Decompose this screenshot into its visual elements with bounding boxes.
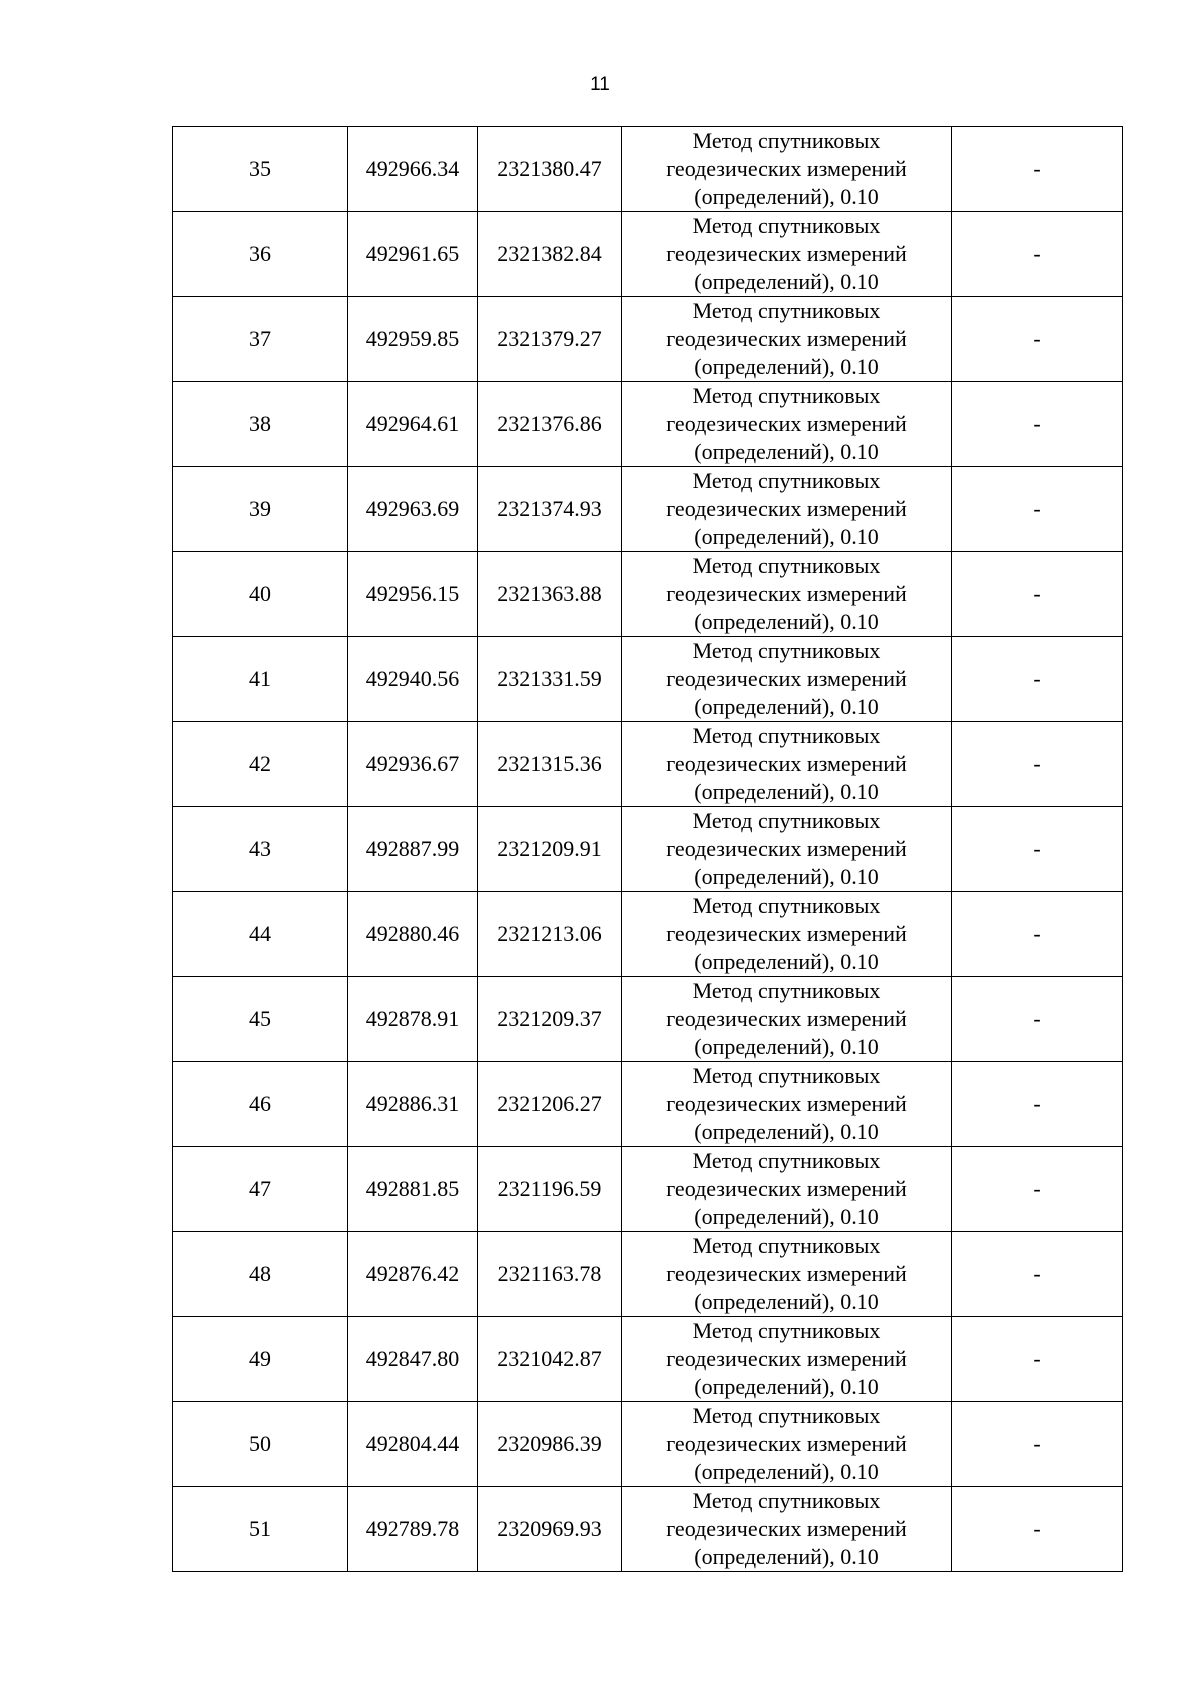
x-coordinate-cell: 492956.15 <box>348 552 478 637</box>
method-text-line: геодезических измерений <box>666 751 907 776</box>
note-cell: - <box>952 1402 1123 1487</box>
method-text-line: Метод спутниковых <box>692 468 881 493</box>
method-text-line: (определений), 0.10 <box>694 779 879 804</box>
method-text-line: Метод спутниковых <box>692 1488 881 1513</box>
method-text-line: геодезических измерений <box>666 1261 907 1286</box>
x-coordinate-cell: 492887.99 <box>348 807 478 892</box>
y-coordinate-cell: 2321213.06 <box>478 892 622 977</box>
method-cell <box>622 127 952 212</box>
method-cell <box>622 1232 952 1317</box>
method-text-line: Метод спутниковых <box>692 893 881 918</box>
method-text-line: геодезических измерений <box>666 1346 907 1371</box>
point-number-cell: 49 <box>173 1317 348 1402</box>
method-text-line: Метод спутниковых <box>692 1233 881 1258</box>
method-text-line: (определений), 0.10 <box>694 609 879 634</box>
method-text-line: (определений), 0.10 <box>694 524 879 549</box>
x-coordinate-cell: 492804.44 <box>348 1402 478 1487</box>
method-text-line: геодезических измерений <box>666 411 907 436</box>
method-text-line: (определений), 0.10 <box>694 439 879 464</box>
method-cell <box>622 212 952 297</box>
method-text-line: (определений), 0.10 <box>694 1204 879 1229</box>
note-cell: - <box>952 382 1123 467</box>
method-text-line: геодезических измерений <box>666 836 907 861</box>
note-cell: - <box>952 1062 1123 1147</box>
method-cell <box>622 1062 952 1147</box>
method-text-line: (определений), 0.10 <box>694 864 879 889</box>
method-text-line: геодезических измерений <box>666 156 907 181</box>
method-text-line: Метод спутниковых <box>692 638 881 663</box>
y-coordinate-cell: 2321382.84 <box>478 212 622 297</box>
page-number: 11 <box>590 74 610 95</box>
method-text-line: (определений), 0.10 <box>694 1119 879 1144</box>
point-number-cell: 40 <box>173 552 348 637</box>
y-coordinate-cell: 2321209.91 <box>478 807 622 892</box>
method-text-line: (определений), 0.10 <box>694 694 879 719</box>
note-cell: - <box>952 977 1123 1062</box>
point-number-cell: 48 <box>173 1232 348 1317</box>
x-coordinate-cell: 492936.67 <box>348 722 478 807</box>
method-text-line: (определений), 0.10 <box>694 1374 879 1399</box>
table-row <box>173 1232 1123 1317</box>
x-coordinate-cell: 492847.80 <box>348 1317 478 1402</box>
note-cell: - <box>952 212 1123 297</box>
y-coordinate-cell: 2321376.86 <box>478 382 622 467</box>
method-cell <box>622 1147 952 1232</box>
table-row <box>173 722 1123 807</box>
method-text-line: Метод спутниковых <box>692 1403 881 1428</box>
point-number-cell: 46 <box>173 1062 348 1147</box>
y-coordinate-cell: 2321379.27 <box>478 297 622 382</box>
note-cell: - <box>952 552 1123 637</box>
note-cell: - <box>952 807 1123 892</box>
point-number-cell: 51 <box>173 1487 348 1572</box>
method-text-line: геодезических измерений <box>666 921 907 946</box>
method-cell <box>622 1402 952 1487</box>
table-row <box>173 467 1123 552</box>
method-text-line: (определений), 0.10 <box>694 1289 879 1314</box>
method-text-line: геодезических измерений <box>666 1176 907 1201</box>
method-cell <box>622 892 952 977</box>
point-number-cell: 50 <box>173 1402 348 1487</box>
y-coordinate-cell: 2321163.78 <box>478 1232 622 1317</box>
x-coordinate-cell: 492966.34 <box>348 127 478 212</box>
table-row <box>173 807 1123 892</box>
method-text-line: (определений), 0.10 <box>694 1034 879 1059</box>
method-cell <box>622 637 952 722</box>
point-number-cell: 42 <box>173 722 348 807</box>
method-text-line: геодезических измерений <box>666 241 907 266</box>
point-number-cell: 41 <box>173 637 348 722</box>
point-number-cell: 47 <box>173 1147 348 1232</box>
method-cell <box>622 552 952 637</box>
method-text-line: геодезических измерений <box>666 496 907 521</box>
point-number-cell: 37 <box>173 297 348 382</box>
table-row <box>173 552 1123 637</box>
method-text-line: геодезических измерений <box>666 1091 907 1116</box>
x-coordinate-cell: 492963.69 <box>348 467 478 552</box>
note-cell: - <box>952 1147 1123 1232</box>
method-text-line: Метод спутниковых <box>692 298 881 323</box>
x-coordinate-cell: 492961.65 <box>348 212 478 297</box>
method-cell <box>622 467 952 552</box>
x-coordinate-cell: 492886.31 <box>348 1062 478 1147</box>
x-coordinate-cell: 492789.78 <box>348 1487 478 1572</box>
note-cell: - <box>952 467 1123 552</box>
method-text-line: геодезических измерений <box>666 581 907 606</box>
method-text-line: Метод спутниковых <box>692 383 881 408</box>
coordinates-table-body <box>173 127 1123 1572</box>
point-number-cell: 45 <box>173 977 348 1062</box>
method-text-line: (определений), 0.10 <box>694 269 879 294</box>
point-number-cell: 36 <box>173 212 348 297</box>
x-coordinate-cell: 492880.46 <box>348 892 478 977</box>
table-row <box>173 892 1123 977</box>
x-coordinate-cell: 492878.91 <box>348 977 478 1062</box>
note-cell: - <box>952 892 1123 977</box>
point-number-cell: 43 <box>173 807 348 892</box>
y-coordinate-cell: 2321042.87 <box>478 1317 622 1402</box>
table-row <box>173 1317 1123 1402</box>
note-cell: - <box>952 1487 1123 1572</box>
y-coordinate-cell: 2321363.88 <box>478 552 622 637</box>
point-number-cell: 38 <box>173 382 348 467</box>
y-coordinate-cell: 2320986.39 <box>478 1402 622 1487</box>
table-row <box>173 637 1123 722</box>
table-row <box>173 1402 1123 1487</box>
x-coordinate-cell: 492881.85 <box>348 1147 478 1232</box>
y-coordinate-cell: 2321315.36 <box>478 722 622 807</box>
table-row <box>173 127 1123 212</box>
y-coordinate-cell: 2321331.59 <box>478 637 622 722</box>
table-row <box>173 1062 1123 1147</box>
method-cell <box>622 807 952 892</box>
method-cell <box>622 722 952 807</box>
x-coordinate-cell: 492940.56 <box>348 637 478 722</box>
method-text-line: геодезических измерений <box>666 666 907 691</box>
method-text-line: Метод спутниковых <box>692 553 881 578</box>
method-text-line: Метод спутниковых <box>692 808 881 833</box>
x-coordinate-cell: 492876.42 <box>348 1232 478 1317</box>
table-row <box>173 1487 1123 1572</box>
y-coordinate-cell: 2321380.47 <box>478 127 622 212</box>
table-row <box>173 977 1123 1062</box>
method-text-line: геодезических измерений <box>666 1006 907 1031</box>
note-cell: - <box>952 1232 1123 1317</box>
method-text-line: геодезических измерений <box>666 1516 907 1541</box>
table-row <box>173 382 1123 467</box>
x-coordinate-cell: 492959.85 <box>348 297 478 382</box>
table-row <box>173 1147 1123 1232</box>
coordinates-table <box>172 126 1123 1572</box>
x-coordinate-cell: 492964.61 <box>348 382 478 467</box>
point-number-cell: 39 <box>173 467 348 552</box>
table-row <box>173 297 1123 382</box>
method-cell <box>622 1487 952 1572</box>
method-text-line: (определений), 0.10 <box>694 184 879 209</box>
method-text-line: (определений), 0.10 <box>694 949 879 974</box>
method-text-line: Метод спутниковых <box>692 978 881 1003</box>
y-coordinate-cell: 2321374.93 <box>478 467 622 552</box>
table-row <box>173 212 1123 297</box>
method-cell <box>622 1317 952 1402</box>
method-cell <box>622 977 952 1062</box>
note-cell: - <box>952 722 1123 807</box>
method-text-line: геодезических измерений <box>666 326 907 351</box>
note-cell: - <box>952 127 1123 212</box>
method-text-line: Метод спутниковых <box>692 723 881 748</box>
note-cell: - <box>952 297 1123 382</box>
method-text-line: Метод спутниковых <box>692 1318 881 1343</box>
note-cell: - <box>952 1317 1123 1402</box>
y-coordinate-cell: 2320969.93 <box>478 1487 622 1572</box>
method-text-line: Метод спутниковых <box>692 128 881 153</box>
y-coordinate-cell: 2321209.37 <box>478 977 622 1062</box>
method-text-line: Метод спутниковых <box>692 213 881 238</box>
method-text-line: Метод спутниковых <box>692 1063 881 1088</box>
point-number-cell: 35 <box>173 127 348 212</box>
method-text-line: Метод спутниковых <box>692 1148 881 1173</box>
y-coordinate-cell: 2321206.27 <box>478 1062 622 1147</box>
note-cell: - <box>952 637 1123 722</box>
y-coordinate-cell: 2321196.59 <box>478 1147 622 1232</box>
point-number-cell: 44 <box>173 892 348 977</box>
method-text-line: (определений), 0.10 <box>694 1544 879 1569</box>
method-text-line: (определений), 0.10 <box>694 354 879 379</box>
method-cell <box>622 297 952 382</box>
method-text-line: (определений), 0.10 <box>694 1459 879 1484</box>
method-cell <box>622 382 952 467</box>
method-text-line: геодезических измерений <box>666 1431 907 1456</box>
